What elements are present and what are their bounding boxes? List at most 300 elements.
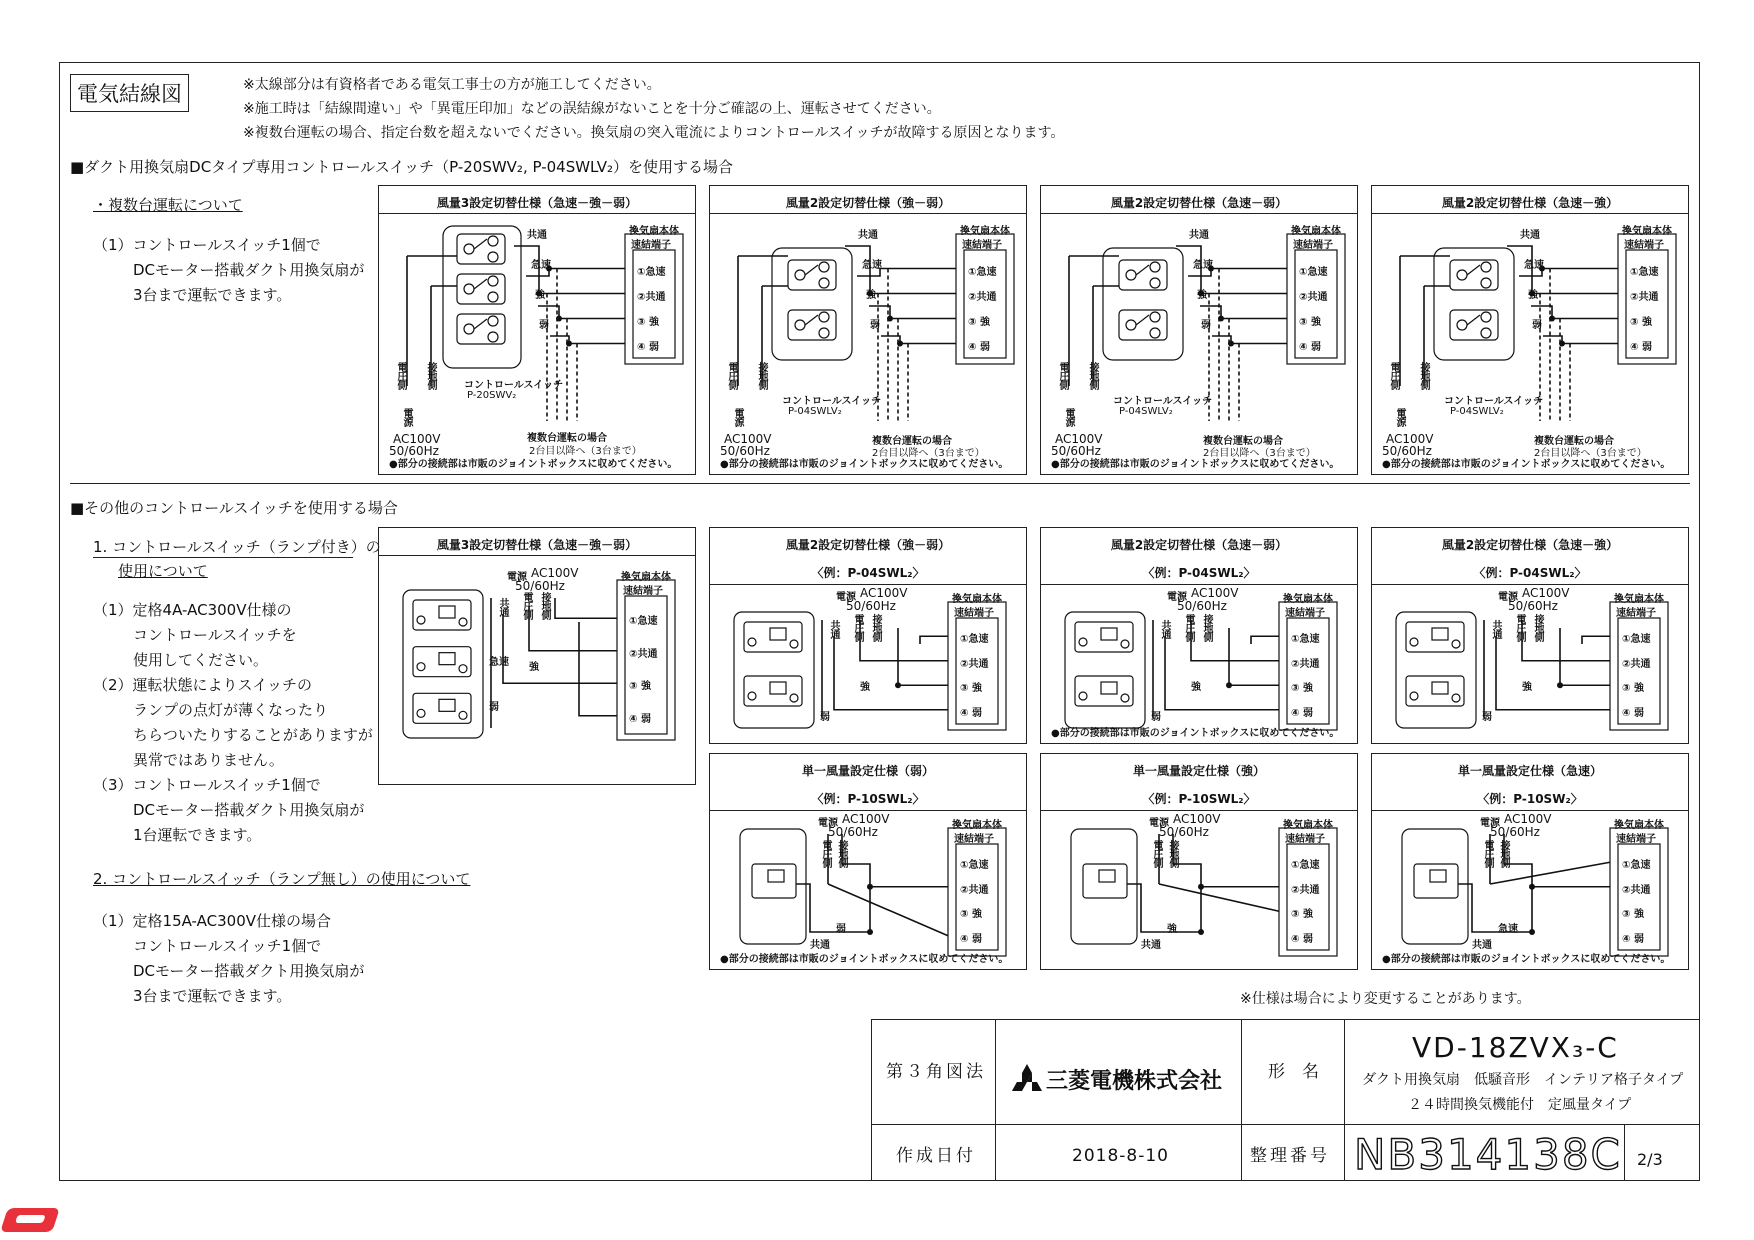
terminal-block-label: 速結端子 xyxy=(623,586,663,597)
creation-date: 2018-8-10 xyxy=(1072,1146,1169,1166)
terminal-4-label: ④ 弱 xyxy=(960,933,982,945)
lamp-indicator-icon xyxy=(1430,870,1446,882)
item1-line: （3）コントロールスイッチ1個で xyxy=(93,776,321,794)
junction-dot xyxy=(1529,929,1535,935)
wire xyxy=(796,884,870,932)
source-label: 電源 xyxy=(1498,592,1518,603)
divider xyxy=(995,1020,996,1181)
switch-lever xyxy=(474,239,487,249)
junction-dot xyxy=(1218,316,1224,322)
voltage-side-label: 電圧側 xyxy=(1514,614,1525,641)
lamp-indicator-icon xyxy=(770,628,786,640)
voltage-side-label: 電圧側 xyxy=(1482,840,1493,867)
junction-dot xyxy=(1228,341,1234,347)
switch-contact xyxy=(459,665,467,673)
terminal-4-label: ④ 弱 xyxy=(1622,933,1644,945)
terminal-3-label: ③ 強 xyxy=(1622,683,1644,695)
multi-a-label: 複数台運転の場合 xyxy=(872,436,952,447)
note-line-1: ※太線部分は有資格者である電気工事士の方が施工してください。 xyxy=(243,77,661,93)
common-wire-label: 共通 xyxy=(828,620,839,638)
wire xyxy=(555,598,617,618)
ac-label: AC100V xyxy=(860,586,908,600)
switch-label: コントロールスイッチ xyxy=(1444,396,1544,407)
fan-body-label: 換気扇本体 xyxy=(621,572,671,583)
s2-bottom-panel-1 xyxy=(709,753,1027,970)
terminal-2-label: ②共通 xyxy=(1299,291,1328,303)
switch-contact xyxy=(1079,692,1087,700)
projection-label: 第３角図法 xyxy=(886,1062,986,1082)
junction-dot xyxy=(556,316,562,322)
hz-label: 50/60Hz xyxy=(1051,444,1101,458)
wire-3-label: 弱 xyxy=(1201,320,1211,331)
wire-label: 弱 xyxy=(1151,712,1161,723)
wire xyxy=(550,336,625,344)
terminal-block-label: 速結端子 xyxy=(962,240,1002,251)
s1-panel-2 xyxy=(709,185,1027,475)
switch-label: コントロールスイッチ xyxy=(1113,396,1213,407)
terminal-4-label: ④ 弱 xyxy=(1630,341,1652,353)
ac-label: AC100V xyxy=(1191,586,1239,600)
switch-contact xyxy=(1481,278,1491,288)
hz-label: 50/60Hz xyxy=(1177,599,1227,613)
wire xyxy=(1212,336,1287,344)
model-number: VD-18ZVX₃-C xyxy=(1412,1031,1619,1064)
wire xyxy=(538,306,625,319)
source-label: 電源 xyxy=(1394,408,1405,426)
terminal-block-label: 速結端子 xyxy=(631,240,671,251)
underline xyxy=(93,557,353,558)
brand-badge-icon xyxy=(0,1208,60,1232)
wire-1-label: 急速 xyxy=(862,260,882,271)
wire-3-label: 弱 xyxy=(539,320,549,331)
fan-body-label: 換気扇本体 xyxy=(1614,594,1664,605)
ground-side-label: 接地側 xyxy=(1167,840,1178,867)
fan-body-label: 換気扇本体 xyxy=(952,820,1002,831)
item1-line: 異常ではありません。 xyxy=(133,751,284,769)
junction-dot xyxy=(1559,341,1565,347)
switch-model: P-04SWLV₂ xyxy=(1450,406,1504,417)
terminal-1-label: ①急速 xyxy=(1299,266,1328,278)
voltage-side-label: 電圧側 xyxy=(726,362,737,389)
fan-body-label: 換気扇本体 xyxy=(960,226,1010,237)
terminal-2-label: ②共通 xyxy=(629,648,658,660)
switch-contact xyxy=(488,292,498,302)
voltage-side-label: 電圧側 xyxy=(1183,614,1194,641)
switch-contact xyxy=(819,262,829,272)
junction-dot xyxy=(1529,884,1535,890)
source-label: 電源 xyxy=(818,818,838,829)
wire xyxy=(1496,636,1610,710)
switch-contact xyxy=(819,278,829,288)
switch-contact xyxy=(1481,262,1491,272)
switch-contact xyxy=(1126,320,1136,330)
panel-footnote: ●部分の接続部は市販のジョイントボックスに収めてください。 xyxy=(1382,459,1671,470)
terminal-4-label: ④ 弱 xyxy=(1622,707,1644,719)
fan-body-label: 換気扇本体 xyxy=(1622,226,1672,237)
terminal-block-label: 速結端子 xyxy=(1616,834,1656,845)
ac-label: AC100V xyxy=(393,432,441,446)
ground-side-label: 接地側 xyxy=(1532,614,1543,641)
voltage-side-label: 電圧側 xyxy=(1388,362,1399,389)
wire xyxy=(881,336,956,344)
wire-2-label: 強 xyxy=(535,290,545,301)
item1-title-a: 1. コントロールスイッチ（ランプ付き）の xyxy=(93,538,381,556)
source-label: 電源 xyxy=(1480,818,1500,829)
ac-label: AC100V xyxy=(1504,812,1552,826)
fan-body-label: 換気扇本体 xyxy=(1614,820,1664,831)
terminal-1-label: ①急速 xyxy=(1622,634,1651,646)
terminal-4-label: ④ 弱 xyxy=(960,707,982,719)
company-name: 三菱電機株式会社 xyxy=(1046,1069,1223,1094)
section1-heading: ■ダクト用換気扇DCタイプ専用コントロールスイッチ（P-20SWV₂, P-04SWLV₂）を使用する場合 xyxy=(70,158,734,176)
terminal-block-label: 速結端子 xyxy=(1285,608,1325,619)
s2-bottom-panel-2-example: 〈例：P-10SWL₂〉 xyxy=(1142,792,1256,806)
hz-label: 50/60Hz xyxy=(389,444,439,458)
multi-b-label: 2台目以降へ（3台まで） xyxy=(1203,448,1316,459)
s2-top-panel-2 xyxy=(1040,527,1358,744)
wire-label: 強 xyxy=(529,662,539,673)
multi-b-label: 2台目以降へ（3台まで） xyxy=(529,446,642,457)
s2-big-panel xyxy=(378,527,696,785)
s1-panel-2-title: 風量2設定切替仕様（強－弱） xyxy=(785,196,951,210)
wire-1-label: 急速 xyxy=(1524,260,1544,271)
terminal-2-label: ②共通 xyxy=(1622,658,1651,670)
ac-label: AC100V xyxy=(842,812,890,826)
item1-line: 使用してください。 xyxy=(133,651,269,669)
terminal-1-label: ①急速 xyxy=(629,616,658,628)
source-label: 電源 xyxy=(1149,818,1169,829)
wire-2-label: 強 xyxy=(1528,290,1538,301)
doc-number: NB314138C xyxy=(1354,1130,1622,1179)
switch-contact xyxy=(748,638,756,646)
hz-label: 50/60Hz xyxy=(1382,444,1432,458)
switch-contact xyxy=(1150,328,1160,338)
terminal-4-label: ④ 弱 xyxy=(629,713,651,725)
wire xyxy=(1504,864,1610,887)
s2-bottom-panel-3-example: 〈例：P-10SW₂〉 xyxy=(1477,792,1583,806)
lamp-indicator-icon xyxy=(439,699,455,711)
s1-panel-3-title: 風量2設定切替仕様（急速－弱） xyxy=(1110,196,1288,210)
junction-dot xyxy=(566,341,572,347)
terminal-1-label: ①急速 xyxy=(1291,860,1320,872)
item1-line: 1台運転できます。 xyxy=(133,826,262,844)
divider xyxy=(872,1124,1700,1125)
source-label: 電源 xyxy=(732,408,743,426)
fan-body-label: 換気扇本体 xyxy=(1291,226,1341,237)
hz-label: 50/60Hz xyxy=(1159,825,1209,839)
fan-body-label: 換気扇本体 xyxy=(1283,820,1333,831)
item1-line: ランプの点灯が薄くなったり xyxy=(133,701,329,719)
spec-note: ※仕様は場合により変更することがあります。 xyxy=(1240,991,1531,1007)
switch-contact xyxy=(417,709,425,717)
switch-contact xyxy=(488,252,498,262)
junction-dot xyxy=(895,682,901,688)
wire xyxy=(828,884,948,936)
switch-lever xyxy=(474,319,487,329)
hz-label: 50/60Hz xyxy=(846,599,896,613)
terminal-3-label: ③ 強 xyxy=(968,316,990,328)
s1-panel-1 xyxy=(378,185,696,475)
ground-side-label: 接地側 xyxy=(756,362,767,389)
switch-contact xyxy=(464,284,474,294)
common-wire-label: 共通 xyxy=(1472,940,1492,951)
wire xyxy=(1200,306,1287,319)
switch-lever xyxy=(1467,315,1480,325)
panel-footnote: ●部分の接続部は市販のジョイントボックスに収めてください。 xyxy=(389,459,678,470)
ground-side-label: 接地側 xyxy=(1498,840,1509,867)
ac-label: AC100V xyxy=(724,432,772,446)
item2-line: DCモーター搭載ダクト用換気扇が xyxy=(133,962,365,980)
ground-side-label: 接地側 xyxy=(539,592,550,619)
switch-lever xyxy=(474,279,487,289)
ac-label: AC100V xyxy=(1386,432,1434,446)
wire-label: 強 xyxy=(1522,682,1532,693)
s2-top-panel-3-example: 〈例：P-04SWL₂〉 xyxy=(1473,566,1587,580)
divider xyxy=(1344,1020,1345,1181)
source-label: 電源 xyxy=(401,408,412,426)
wire-label: 弱 xyxy=(836,924,846,935)
s2-bottom-panel-3 xyxy=(1371,753,1689,970)
voltage-side-label: 電圧側 xyxy=(395,362,406,389)
multi-b-label: 2台目以降へ（3台まで） xyxy=(1534,448,1647,459)
terminal-3-label: ③ 強 xyxy=(960,683,982,695)
fan-body-label: 換気扇本体 xyxy=(952,594,1002,605)
switch-contact xyxy=(417,663,425,671)
terminal-1-label: ①急速 xyxy=(960,634,989,646)
terminal-1-label: ①急速 xyxy=(1291,634,1320,646)
switch-contact xyxy=(464,324,474,334)
note-line-3: ※複数台運転の場合、指定台数を超えないでください。換気扇の突入電流によりコントロールスイッチが故障する原因となります。 xyxy=(243,125,1065,141)
junction-dot xyxy=(1198,884,1204,890)
divider xyxy=(1241,1020,1242,1181)
junction-dot xyxy=(867,929,873,935)
switch-contact xyxy=(488,332,498,342)
lamp-switch-unit xyxy=(1083,864,1127,898)
item2-line: コントロールスイッチ1個で xyxy=(133,937,322,955)
wire xyxy=(1165,636,1279,710)
lamp-indicator-icon xyxy=(770,682,786,694)
terminal-2-label: ②共通 xyxy=(960,884,989,896)
s1-panel-1-title: 風量3設定切替仕様（急速－強－弱） xyxy=(436,196,638,210)
diagram-tag: 電気結線図 xyxy=(70,74,189,112)
terminal-3-label: ③ 強 xyxy=(629,681,651,693)
lamp-switch-unit xyxy=(1414,864,1458,898)
s2-bottom-panel-1-example: 〈例：P-10SWL₂〉 xyxy=(811,792,925,806)
ground-side-label: 接地側 xyxy=(1201,614,1212,641)
switch-contact xyxy=(748,692,756,700)
terminal-block-label: 速結端子 xyxy=(954,608,994,619)
item1-line: （1）定格4A-AC300V仕様の xyxy=(93,601,292,619)
wire xyxy=(1173,864,1279,887)
wire xyxy=(1159,884,1279,911)
s2-top-panel-3 xyxy=(1371,527,1689,744)
junction-dot xyxy=(1557,682,1563,688)
terminal-1-label: ①急速 xyxy=(1622,860,1651,872)
section2-heading: ■その他のコントロールスイッチを使用する場合 xyxy=(70,499,398,517)
page-number: 2/3 xyxy=(1637,1150,1663,1169)
fan-body-label: 換気扇本体 xyxy=(1283,594,1333,605)
s2-bottom-panel-3-title: 単一風量設定仕様（急速） xyxy=(1457,764,1602,778)
wire-2-label: 強 xyxy=(1197,290,1207,301)
lamp-indicator-icon xyxy=(439,653,455,665)
wire xyxy=(920,636,948,644)
wire-0-label: 共通 xyxy=(858,230,878,241)
item1-title-b: 使用について xyxy=(118,562,208,580)
item2-line: （1）定格15A-AC300V仕様の場合 xyxy=(93,912,332,930)
switch-model: P-04SWLV₂ xyxy=(1119,406,1173,417)
terminal-2-label: ②共通 xyxy=(960,658,989,670)
terminal-3-label: ③ 強 xyxy=(1622,909,1644,921)
wire-label: 強 xyxy=(860,682,870,693)
switch-label: コントロールスイッチ xyxy=(464,380,564,391)
multi-a-label: 複数台運転の場合 xyxy=(1534,436,1614,447)
terminal-4-label: ④ 弱 xyxy=(968,341,990,353)
hz-label: 50/60Hz xyxy=(1508,599,1558,613)
s1-panel-3 xyxy=(1040,185,1358,475)
item2-line: 3台まで運転できます。 xyxy=(133,987,292,1005)
wire-3-label: 弱 xyxy=(1532,320,1542,331)
wire-1-label: 急速 xyxy=(1193,260,1213,271)
lamp-indicator-icon xyxy=(1101,628,1117,640)
voltage-side-label: 電圧側 xyxy=(521,592,532,619)
ground-side-label: 接地側 xyxy=(425,362,436,389)
switch-contact xyxy=(1121,694,1129,702)
terminal-2-label: ②共通 xyxy=(1291,884,1320,896)
doc-number-label: 整理番号 xyxy=(1250,1146,1330,1166)
wire-label: 強 xyxy=(1167,924,1177,935)
wire-label: 弱 xyxy=(1482,712,1492,723)
multi-op-line-3: 3台まで運転できます。 xyxy=(133,286,292,304)
multi-op-title: ・複数台運転について xyxy=(93,196,243,214)
panel-footnote: ●部分の接続部は市販のジョイントボックスに収めてください。 xyxy=(720,954,1009,965)
wire xyxy=(579,622,617,716)
switch-lever xyxy=(805,315,818,325)
switch-contact xyxy=(1481,328,1491,338)
terminal-4-label: ④ 弱 xyxy=(637,341,659,353)
junction-dot xyxy=(897,341,903,347)
item1-line: ちらついたりすることがありますが xyxy=(133,726,373,744)
model-label: 形 名 xyxy=(1268,1062,1319,1082)
terminal-4-label: ④ 弱 xyxy=(1291,933,1313,945)
wire-2-label: 強 xyxy=(866,290,876,301)
switch-contact xyxy=(1410,638,1418,646)
voltage-side-label: 電圧側 xyxy=(852,614,863,641)
wire-label: 急速 xyxy=(489,657,509,668)
s2-top-panel-2-title: 風量2設定切替仕様（急速－弱） xyxy=(1110,538,1288,552)
source-label: 電源 xyxy=(836,592,856,603)
switch-contact xyxy=(1410,692,1418,700)
switch-contact xyxy=(819,312,829,322)
note-line-2: ※施工時は「結線間違い」や「異電圧印加」などの誤結線がないことを十分ご確認の上、運転させてください。 xyxy=(243,101,941,117)
item2-title: 2. コントロールスイッチ（ランプ無し）の使用について xyxy=(93,870,471,888)
panel-footnote: ●部分の接続部は市販のジョイントボックスに収めてください。 xyxy=(720,459,1009,470)
switch-lever xyxy=(1136,265,1149,275)
s2-bottom-panel-2 xyxy=(1040,753,1358,970)
wire xyxy=(503,614,617,683)
switch-enclosure xyxy=(1103,248,1183,360)
ac-label: AC100V xyxy=(531,566,579,580)
common-wire-label: 共通 xyxy=(1141,940,1161,951)
switch-contact xyxy=(1481,312,1491,322)
wire-label: 急速 xyxy=(1498,924,1518,935)
switch-contact xyxy=(1150,262,1160,272)
switch-label: コントロールスイッチ xyxy=(782,396,882,407)
s2-top-panel-1 xyxy=(709,527,1027,744)
panel-footnote: ●部分の接続部は市販のジョイントボックスに収めてください。 xyxy=(1382,954,1671,965)
switch-contact xyxy=(1457,320,1467,330)
switch-lever xyxy=(1467,265,1480,275)
wire-label: 強 xyxy=(1191,682,1201,693)
switch-contact xyxy=(1150,278,1160,288)
multi-a-label: 複数台運転の場合 xyxy=(527,433,607,444)
multi-b-label: 2台目以降へ（3台まで） xyxy=(872,448,985,459)
ground-side-label: 接地側 xyxy=(1087,362,1098,389)
terminal-3-label: ③ 強 xyxy=(960,909,982,921)
wire-1-label: 急速 xyxy=(531,260,551,271)
junction-dot xyxy=(1198,929,1204,935)
date-label: 作成日付 xyxy=(896,1146,976,1166)
switch-contact xyxy=(790,640,798,648)
mitsubishi-logo-icon xyxy=(1012,1064,1042,1092)
wire-label: 弱 xyxy=(489,702,499,713)
panel-footnote: ●部分の接続部は市販のジョイントボックスに収めてください。 xyxy=(1051,728,1340,739)
common-wire-label: 共通 xyxy=(810,940,830,951)
wire xyxy=(1582,636,1610,644)
section-divider xyxy=(70,483,1690,484)
lamp-indicator-icon xyxy=(768,870,784,882)
ground-side-label: 接地側 xyxy=(836,840,847,867)
wire-label: 弱 xyxy=(820,712,830,723)
wire xyxy=(834,636,948,710)
switch-contact xyxy=(1121,640,1129,648)
hz-label: 50/60Hz xyxy=(828,825,878,839)
switch-contact xyxy=(795,320,805,330)
s2-big-panel-title: 風量3設定切替仕様（急速－強－弱） xyxy=(436,538,638,552)
terminal-block-label: 速結端子 xyxy=(954,834,994,845)
ac-label: AC100V xyxy=(1522,586,1570,600)
switch-contact xyxy=(488,276,498,286)
terminal-2-label: ②共通 xyxy=(637,291,666,303)
ground-side-label: 接地側 xyxy=(870,614,881,641)
common-wire-label: 共通 xyxy=(1490,620,1501,638)
switch-lever xyxy=(805,265,818,275)
s1-panel-4-title: 風量2設定切替仕様（急速－強） xyxy=(1441,196,1619,210)
s2-top-panel-1-title: 風量2設定切替仕様（強－弱） xyxy=(785,538,951,552)
junction-dot xyxy=(887,316,893,322)
switch-contact xyxy=(417,616,425,624)
hz-label: 50/60Hz xyxy=(1490,825,1540,839)
lamp-indicator-icon xyxy=(439,606,455,618)
switch-contact xyxy=(459,711,467,719)
terminal-block-label: 速結端子 xyxy=(1285,834,1325,845)
source-label: 電源 xyxy=(507,572,527,583)
lamp-indicator-icon xyxy=(1432,628,1448,640)
switch-contact xyxy=(488,236,498,246)
switch-enclosure xyxy=(443,226,521,368)
switch-contact xyxy=(795,270,805,280)
switch-contact xyxy=(1126,270,1136,280)
switch-enclosure xyxy=(1434,248,1514,360)
terminal-2-label: ②共通 xyxy=(1291,658,1320,670)
wire-0-label: 共通 xyxy=(527,230,547,241)
switch-contact xyxy=(1150,312,1160,322)
switch-lever xyxy=(1136,315,1149,325)
wire xyxy=(1531,306,1618,319)
hz-label: 50/60Hz xyxy=(515,579,565,593)
junction-dot xyxy=(1549,316,1555,322)
multi-op-line-1: （1）コントロールスイッチ1個で xyxy=(93,236,321,254)
switch-contact xyxy=(459,618,467,626)
